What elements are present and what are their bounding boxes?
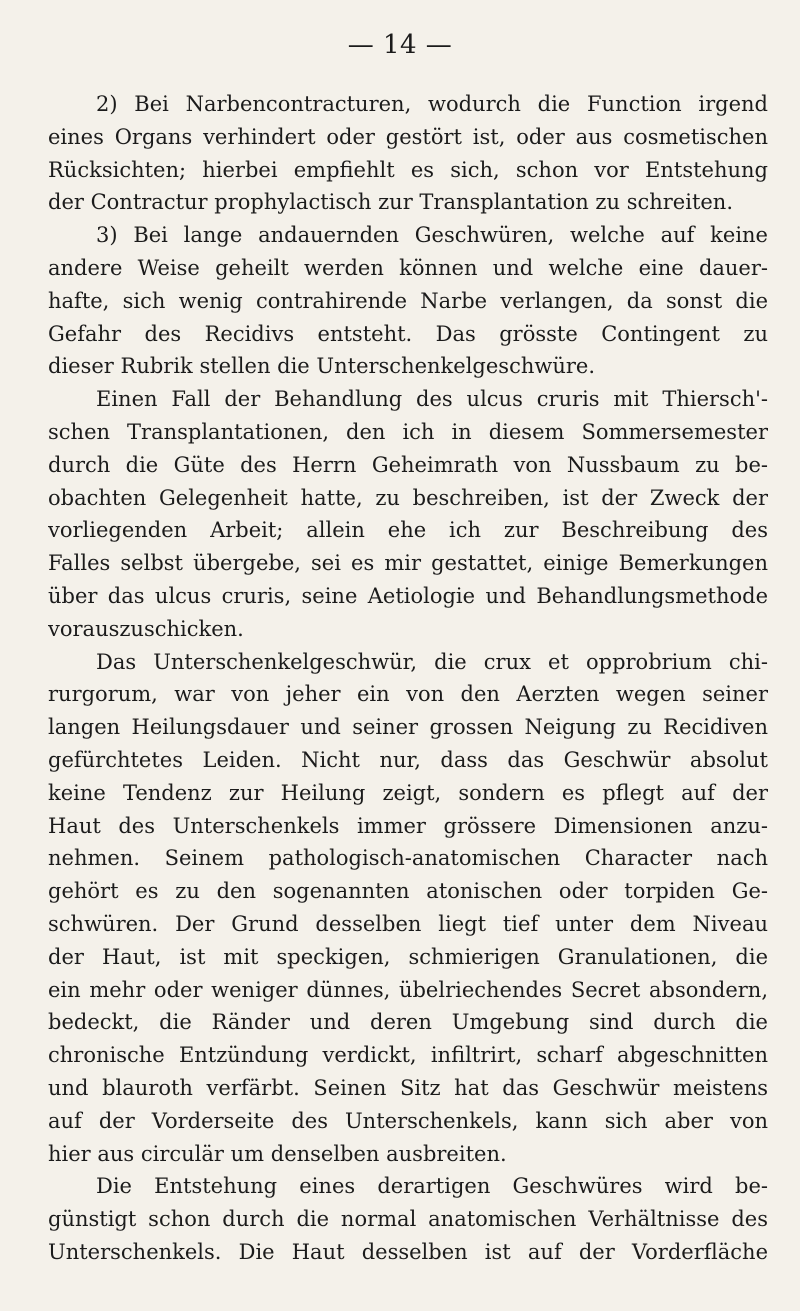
text-line: keine Tendenz zur Heilung zeigt, sondern es pflegt auf der bbox=[48, 780, 768, 805]
text-line: rurgorum, war von jeher ein von den Aerzten wegen seiner bbox=[48, 682, 768, 707]
text-line: vorauszuschicken. bbox=[48, 616, 244, 641]
text-line: Haut des Unterschenkels immer grössere Dimensionen anzu- bbox=[48, 813, 768, 838]
text-line: eines Organs verhindert oder gestört ist, oder aus cosmetischen bbox=[48, 124, 768, 149]
text-line: hier aus circulär um denselben ausbreiten. bbox=[48, 1141, 507, 1166]
text-line: über das ulcus cruris, seine Aetiologie und Behandlungsmethode bbox=[48, 583, 768, 608]
text-line: schwüren. Der Grund desselben liegt tief unter dem Niveau bbox=[48, 911, 768, 936]
text-line: vorliegenden Arbeit; allein ehe ich zur Beschreibung des bbox=[48, 518, 768, 543]
text-line: gehört es zu den sogenannten atonischen oder torpiden Ge- bbox=[48, 879, 768, 904]
text-line: schen Transplantationen, den ich in diesem Sommersemester bbox=[48, 419, 768, 444]
text-line: Unterschenkels. Die Haut desselben ist auf der Vorderfläche bbox=[48, 1239, 768, 1264]
text-line: auf der Vorderseite des Unterschenkels, kann sich aber von bbox=[48, 1108, 768, 1133]
text-line: andere Weise geheilt werden können und welche eine dauer- bbox=[48, 255, 768, 280]
text-line: chronische Entzündung verdickt, infiltrirt, scharf abgeschnitten bbox=[48, 1043, 768, 1068]
text-line: Rücksichten; hierbei empfiehlt es sich, schon vor Entstehung bbox=[48, 157, 768, 182]
text-line: Die Entstehung eines derartigen Geschwüres wird be- bbox=[96, 1174, 768, 1199]
text-line: 3) Bei lange andauernden Geschwüren, welche auf keine bbox=[96, 223, 768, 248]
text-line: und blauroth verfärbt. Seinen Sitz hat das Geschwür meistens bbox=[48, 1075, 768, 1100]
text-line: 2) Bei Narbencontracturen, wodurch die Function irgend bbox=[96, 92, 768, 116]
text-line: Falles selbst übergebe, sei es mir gestattet, einige Bemerkungen bbox=[48, 551, 768, 576]
text-line: gefürchtetes Leiden. Nicht nur, dass das Geschwür absolut bbox=[48, 747, 768, 772]
text-line: Einen Fall der Behandlung des ulcus cruris mit Thiersch'- bbox=[96, 387, 768, 412]
text-line: der Haut, ist mit speckigen, schmierigen Granulationen, die bbox=[48, 944, 768, 969]
text-line: Das Unterschenkelgeschwür, die crux et opprobrium chi- bbox=[96, 649, 768, 674]
page-number: — 14 — bbox=[347, 30, 453, 60]
text-line: günstigt schon durch die normal anatomischen Verhältnisse des bbox=[48, 1207, 768, 1232]
text-line: obachten Gelegenheit hatte, zu beschreiben, ist der Zweck der bbox=[48, 485, 768, 510]
text-line: langen Heilungsdauer und seiner grossen Neigung zu Recidiven bbox=[48, 715, 768, 740]
text-line: Gefahr des Recidivs entsteht. Das grösste Contingent zu bbox=[48, 321, 768, 346]
text-line: bedeckt, die Ränder und deren Umgebung sind durch die bbox=[48, 1010, 768, 1035]
text-line: durch die Güte des Herrn Geheimrath von Nussbaum zu be- bbox=[48, 452, 768, 477]
text-line: dieser Rubrik stellen die Unterschenkelgeschwüre. bbox=[48, 354, 595, 379]
text-line: der Contractur prophylactisch zur Transplantation zu schreiten. bbox=[48, 190, 734, 215]
text-line: ein mehr oder weniger dünnes, übelriechendes Secret absondern, bbox=[48, 977, 768, 1002]
text-line: hafte, sich wenig contrahirende Narbe verlangen, da sonst die bbox=[48, 288, 768, 313]
body-text bbox=[48, 88, 768, 1269]
text-line: nehmen. Seinem pathologisch-anatomischen Character nach bbox=[48, 846, 768, 871]
